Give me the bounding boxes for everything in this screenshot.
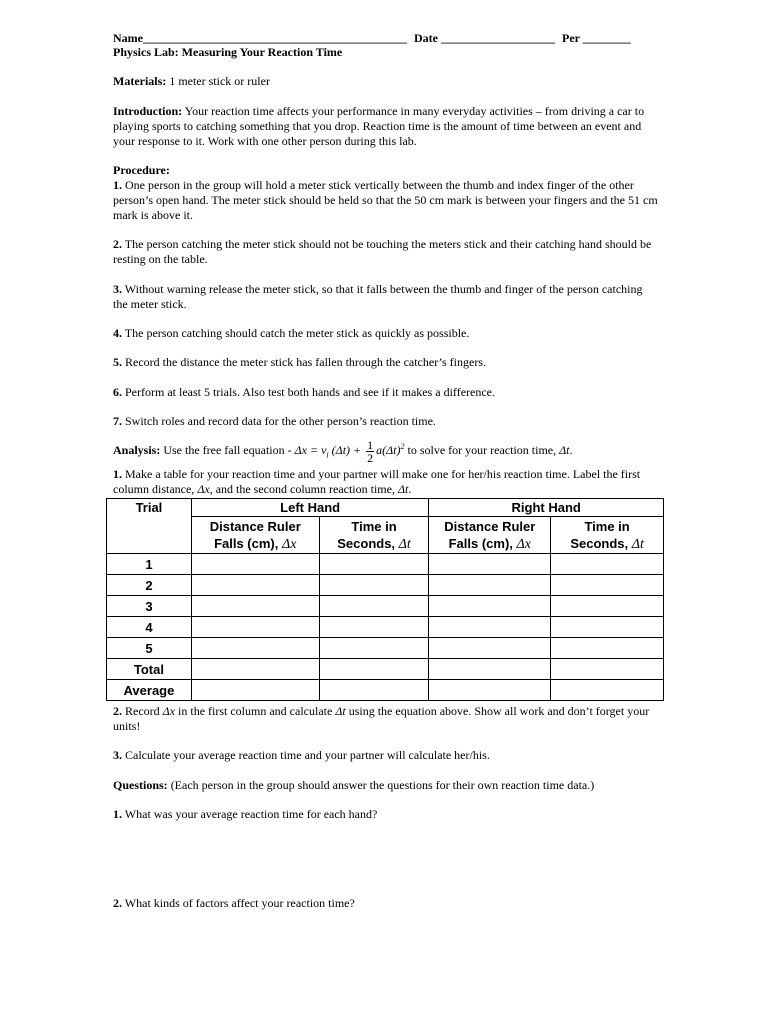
procedure-step: 7. Switch roles and record data for the other person’s reaction time. (113, 414, 436, 428)
trial-header: Trial (107, 499, 192, 554)
free-fall-equation: $\Delta x = v_i$ (Δt) + $\frac{1}{2}$ $a(\Delta t)^2$ (294, 437, 405, 465)
input-cell[interactable] (551, 680, 664, 701)
row-label: 1 (107, 554, 192, 575)
question-item: 1. What was your average reaction time for each hand? (113, 807, 378, 821)
input-cell[interactable] (429, 575, 551, 596)
input-cell[interactable] (551, 554, 664, 575)
input-cell[interactable] (191, 596, 319, 617)
input-cell[interactable] (319, 638, 429, 659)
input-cell[interactable] (319, 680, 429, 701)
per-label: Per (562, 31, 580, 45)
analysis-step-1: 1. Make a table for your reaction time and your partner will make one for her/his reaction time. Label the first column distance, Δx, and the second column reaction time, Δt. (113, 467, 641, 496)
input-cell[interactable] (319, 659, 429, 680)
row-label: Total (107, 659, 192, 680)
input-cell[interactable] (551, 638, 664, 659)
per-blank[interactable]: ________ (582, 31, 631, 45)
input-cell[interactable] (319, 617, 429, 638)
materials-section (113, 74, 658, 89)
analysis-step-2: 2. Record Δx in the first column and calculate Δt using the equation above. Show all work and don’t forget your units! (113, 704, 650, 733)
input-cell[interactable] (191, 680, 319, 701)
procedure-step: 6. Perform at least 5 trials. Also test both hands and see if it makes a difference. (113, 385, 496, 399)
date-label: Date (414, 31, 438, 45)
left-time-header: Time in Seconds, Δt (319, 517, 429, 554)
row-label: 5 (107, 638, 192, 659)
input-cell[interactable] (429, 638, 551, 659)
questions-intro: (Each person in the group should answer the questions for their own reaction time data.) (170, 778, 595, 792)
right-time-header: Time in Seconds, Δt (551, 517, 664, 554)
introduction-text: Your reaction time affects your performance in many everyday activities – from driving a car to playing sports to catching something that you drop. Reaction time is the amount of time between an event and your response to it. Work with one other person during this lab. (113, 104, 645, 148)
table-row (107, 638, 664, 659)
procedure-step: 4. The person catching should catch the meter stick as quickly as possible. (113, 326, 470, 340)
table-row (107, 575, 664, 596)
question-item: 2. What kinds of factors affect your reaction time? (113, 896, 355, 910)
input-cell[interactable] (191, 659, 319, 680)
input-cell[interactable] (429, 596, 551, 617)
table-row (107, 617, 664, 638)
left-distance-header: Distance Ruler Falls (cm), Δx (191, 517, 319, 554)
analysis-section: Analysis: Use the free fall equation - $\Delta x = v_i$ (Δt) + $\frac{1}{2}$ $a(\Delta t)^2$ to solve for your reaction time, Δt. (113, 437, 573, 465)
procedure-step: 5. Record the distance the meter stick has fallen through the catcher’s fingers. (113, 355, 486, 369)
procedure-step: 2. The person catching the meter stick should not be touching the meters stick and their catching hand should be resting on the table. (113, 237, 652, 266)
input-cell[interactable] (551, 659, 664, 680)
input-cell[interactable] (191, 575, 319, 596)
left-hand-header: Left Hand (191, 499, 429, 517)
input-cell[interactable] (551, 617, 664, 638)
reaction-time-table (106, 498, 664, 701)
row-label: 3 (107, 596, 192, 617)
introduction-section (113, 104, 658, 149)
date-blank[interactable]: ___________________ (441, 31, 555, 45)
input-cell[interactable] (551, 596, 664, 617)
input-cell[interactable] (429, 680, 551, 701)
row-label: 2 (107, 575, 192, 596)
procedure-step: 1. One person in the group will hold a meter stick vertically between the thumb and index finger of the other person’s open hand. The meter stick should be held so that the 50 cm mark is between your fingers and the 51 cm mark is above it. (113, 178, 658, 222)
analysis-step-3: 3. Calculate your average reaction time and your partner will calculate her/his. (113, 748, 490, 762)
materials-label: Materials: (113, 74, 167, 88)
input-cell[interactable] (319, 596, 429, 617)
materials-text: 1 meter stick or ruler (169, 74, 270, 88)
input-cell[interactable] (429, 617, 551, 638)
row-label: Average (107, 680, 192, 701)
questions-section (113, 778, 658, 793)
input-cell[interactable] (191, 617, 319, 638)
input-cell[interactable] (429, 554, 551, 575)
page-title: Physics Lab: Measuring Your Reaction Time (113, 45, 343, 59)
row-label: 4 (107, 617, 192, 638)
worksheet-header (113, 31, 658, 46)
right-distance-header: Distance Ruler Falls (cm), Δx (429, 517, 551, 554)
table-row (107, 554, 664, 575)
analysis-label: Analysis: (113, 443, 161, 457)
name-blank[interactable]: ____________________________________________ (143, 31, 407, 45)
introduction-label: Introduction: (113, 104, 183, 118)
procedure-step: 3. Without warning release the meter stick, so that it falls between the thumb and finger of the person catching the meter stick. (113, 282, 643, 311)
input-cell[interactable] (429, 659, 551, 680)
right-hand-header: Right Hand (429, 499, 664, 517)
input-cell[interactable] (191, 554, 319, 575)
procedure-label: Procedure: (113, 163, 170, 177)
table-row (107, 596, 664, 617)
questions-label: Questions: (113, 778, 168, 792)
table-row (107, 659, 664, 680)
input-cell[interactable] (551, 575, 664, 596)
input-cell[interactable] (319, 575, 429, 596)
input-cell[interactable] (191, 638, 319, 659)
input-cell[interactable] (319, 554, 429, 575)
table-row (107, 680, 664, 701)
name-label: Name (113, 31, 143, 45)
